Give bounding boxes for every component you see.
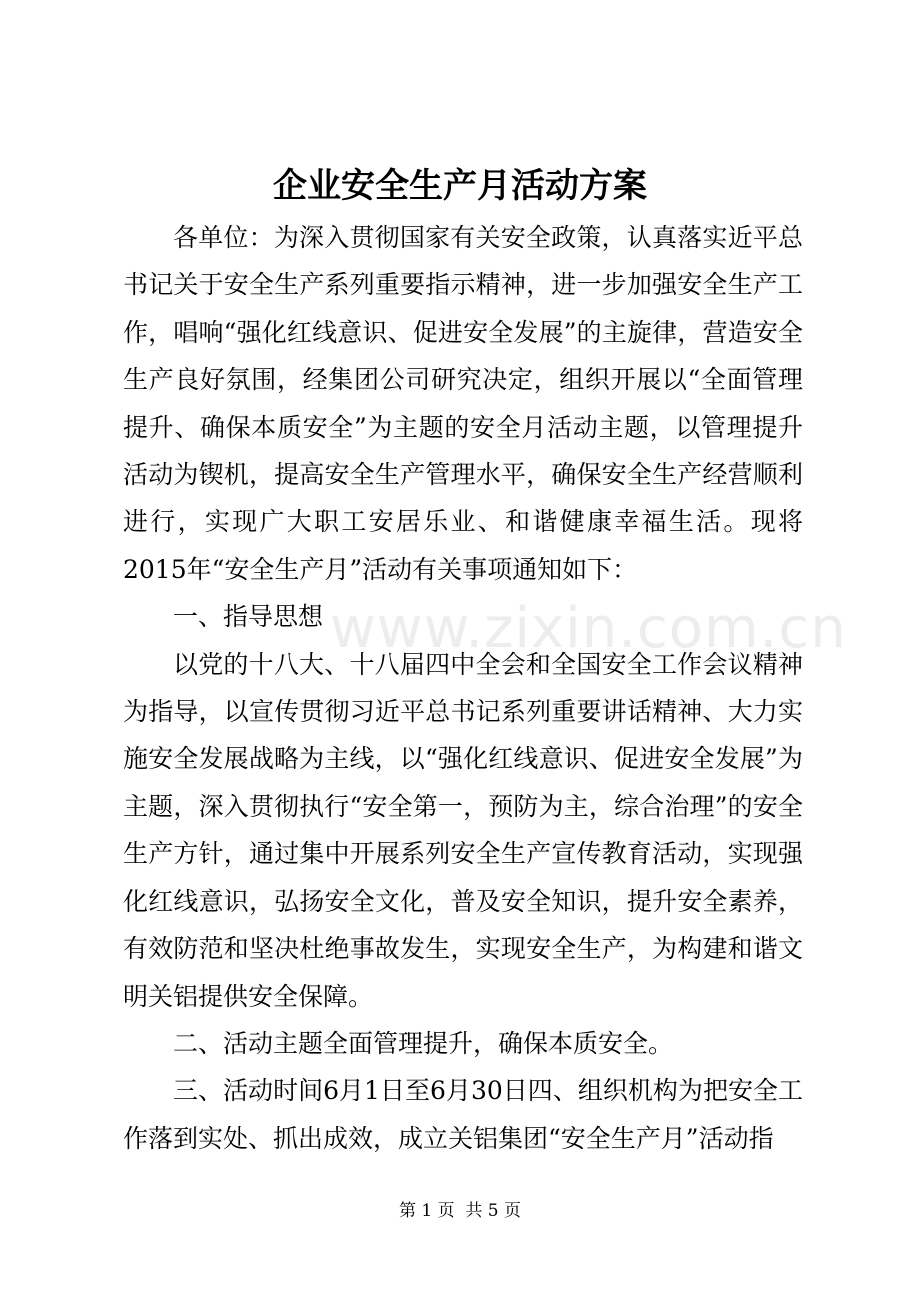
paragraph-activity-time: 三、活动时间6月1日至6月30日四、组织机构为把安全工作落到实处、抓出成效，成立关铝集团“安全生产月”活动指	[123, 1076, 803, 1153]
paragraph-guiding-ideology: 以党的十八大、十八届四中全会和全国安全工作会议精神为指导，以宣传贯彻习近平总书记系列重要讲话精神、大力实施安全发展战略为主线，以“强化红线意识、促进安全发展”为主题，深入贯彻执行“安全第一，预防为主，综合治理”的安全生产方针，通过集中开展系列安全生产宣传教育活动，实现强化红线意识，弘扬安全文化，普及安全知识，提升安全素养，有效防范和坚决杜绝事故发生，实现安全生产，为构建和谐文明关铝提供安全保障。	[123, 649, 803, 1011]
page-number: 第 1 页	[398, 1201, 455, 1221]
watermark: www.zixin.com.cn	[330, 596, 847, 661]
page-footer	[0, 1199, 920, 1223]
heading-guiding-ideology: 一、指导思想	[173, 602, 324, 632]
document-body	[123, 214, 803, 1162]
paragraph-intro: 各单位：为深入贯彻国家有关安全政策，认真落实近平总书记关于安全生产系列重要指示精神，进一步加强安全生产工作，唱响“强化红线意识、促进安全发展”的主旋律，营造安全生产良好氛围，经集团公司研究决定，组织开展以“全面管理提升、确保本质安全”为主题的安全月活动主题，以管理提升活动为锲机，提高安全生产管理水平，确保安全生产经营顺利进行，实现广大职工安居乐业、和谐健康幸福生活。现将2015年“安全生产月”活动有关事项通知如下：	[123, 223, 803, 584]
document-title: 企业安全生产月活动方案	[273, 166, 647, 206]
paragraph-activity-theme: 二、活动主题全面管理提升，确保本质安全。	[173, 1028, 674, 1058]
page-total: 共 5 页	[465, 1201, 522, 1221]
